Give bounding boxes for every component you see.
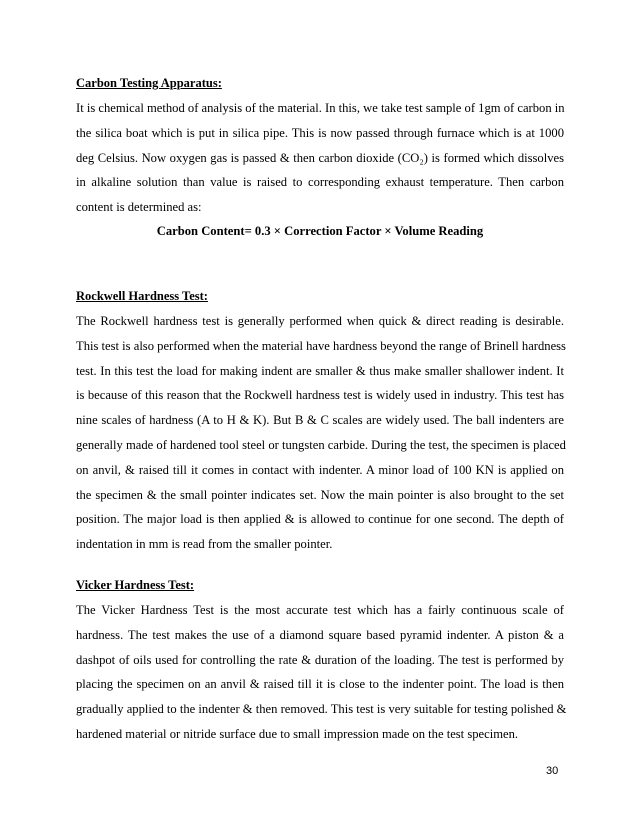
vicker-hardness-heading: Vicker Hardness Test:	[76, 578, 195, 592]
rockwell-hardness-heading: Rockwell Hardness Test:	[76, 289, 208, 303]
paragraph-line: This test is also performed when the material have hardness beyond the range of Brinell hardness	[76, 338, 566, 353]
paragraph-line: is because of this reason that the Rockwell hardness test is widely used in industry. This test has	[76, 388, 564, 403]
paragraph-line: the silica boat which is put in silica pipe. This is now passed through furnace which is at 1000	[76, 125, 564, 140]
paragraph-line: hardness. The test makes the use of a diamond square based pyramid indenter. A piston & a	[76, 627, 564, 642]
paragraph-line: The Vicker Hardness Test is the most accurate test which has a fairly continuous scale of	[76, 603, 564, 617]
rockwell-hardness-paragraph	[76, 309, 564, 557]
paragraph-line: It is chemical method of analysis of the material. In this, we take test sample of 1gm of carbon in	[76, 101, 565, 115]
paragraph-line: placing the specimen on an anvil & raised till it is close to the indenter point. The load is then	[76, 677, 564, 692]
page-number: 30	[546, 765, 559, 777]
paragraph-line: the specimen & the small pointer indicates set. Now the main pointer is also brought to the set	[76, 487, 564, 502]
paragraph-line: content is determined as:	[76, 200, 202, 215]
paragraph-line: gradually applied to the indenter & then removed. This test is very suitable for testing polished &	[76, 702, 567, 717]
paragraph-line: position. The major load is then applied & is allowed to continue for one second. The depth of	[76, 512, 564, 527]
carbon-testing-heading: Carbon Testing Apparatus:	[76, 76, 222, 90]
paragraph-line: deg Celsius. Now oxygen gas is passed & then carbon dioxide (CO₂) is formed which dissolves	[76, 150, 564, 165]
carbon-content-formula: Carbon Content= 0.3 × Correction Factor × Volume Reading	[156, 224, 484, 238]
paragraph-line: nine scales of hardness (A to H & K). But B & C scales are widely used. The ball indenters are	[76, 413, 564, 428]
paragraph-line: test. In this test the load for making indent are smaller & thus make smaller shallower indent. It	[76, 363, 564, 378]
carbon-testing-paragraph	[76, 96, 564, 220]
paragraph-line: The Rockwell hardness test is generally performed when quick & direct reading is desirable.	[76, 314, 564, 328]
paragraph-line: on anvil, & raised till it comes in contact with indenter. A minor load of 100 KN is applied on	[76, 462, 564, 477]
paragraph-line: in alkaline solution than value is raised to corresponding exhaust temperature. Then carbon	[76, 175, 564, 190]
paragraph-line: dashpot of oils used for controlling the rate & duration of the loading. The test is performed by	[76, 652, 564, 667]
paragraph-line: hardened material or nitride surface due to small impression made on the test specimen.	[76, 726, 519, 741]
paragraph-line: generally made of hardened tool steel or tungsten carbide. During the test, the specimen is placed	[76, 437, 566, 452]
paragraph-line: indentation in mm is read from the smaller pointer.	[76, 537, 333, 552]
vicker-hardness-paragraph	[76, 598, 567, 747]
